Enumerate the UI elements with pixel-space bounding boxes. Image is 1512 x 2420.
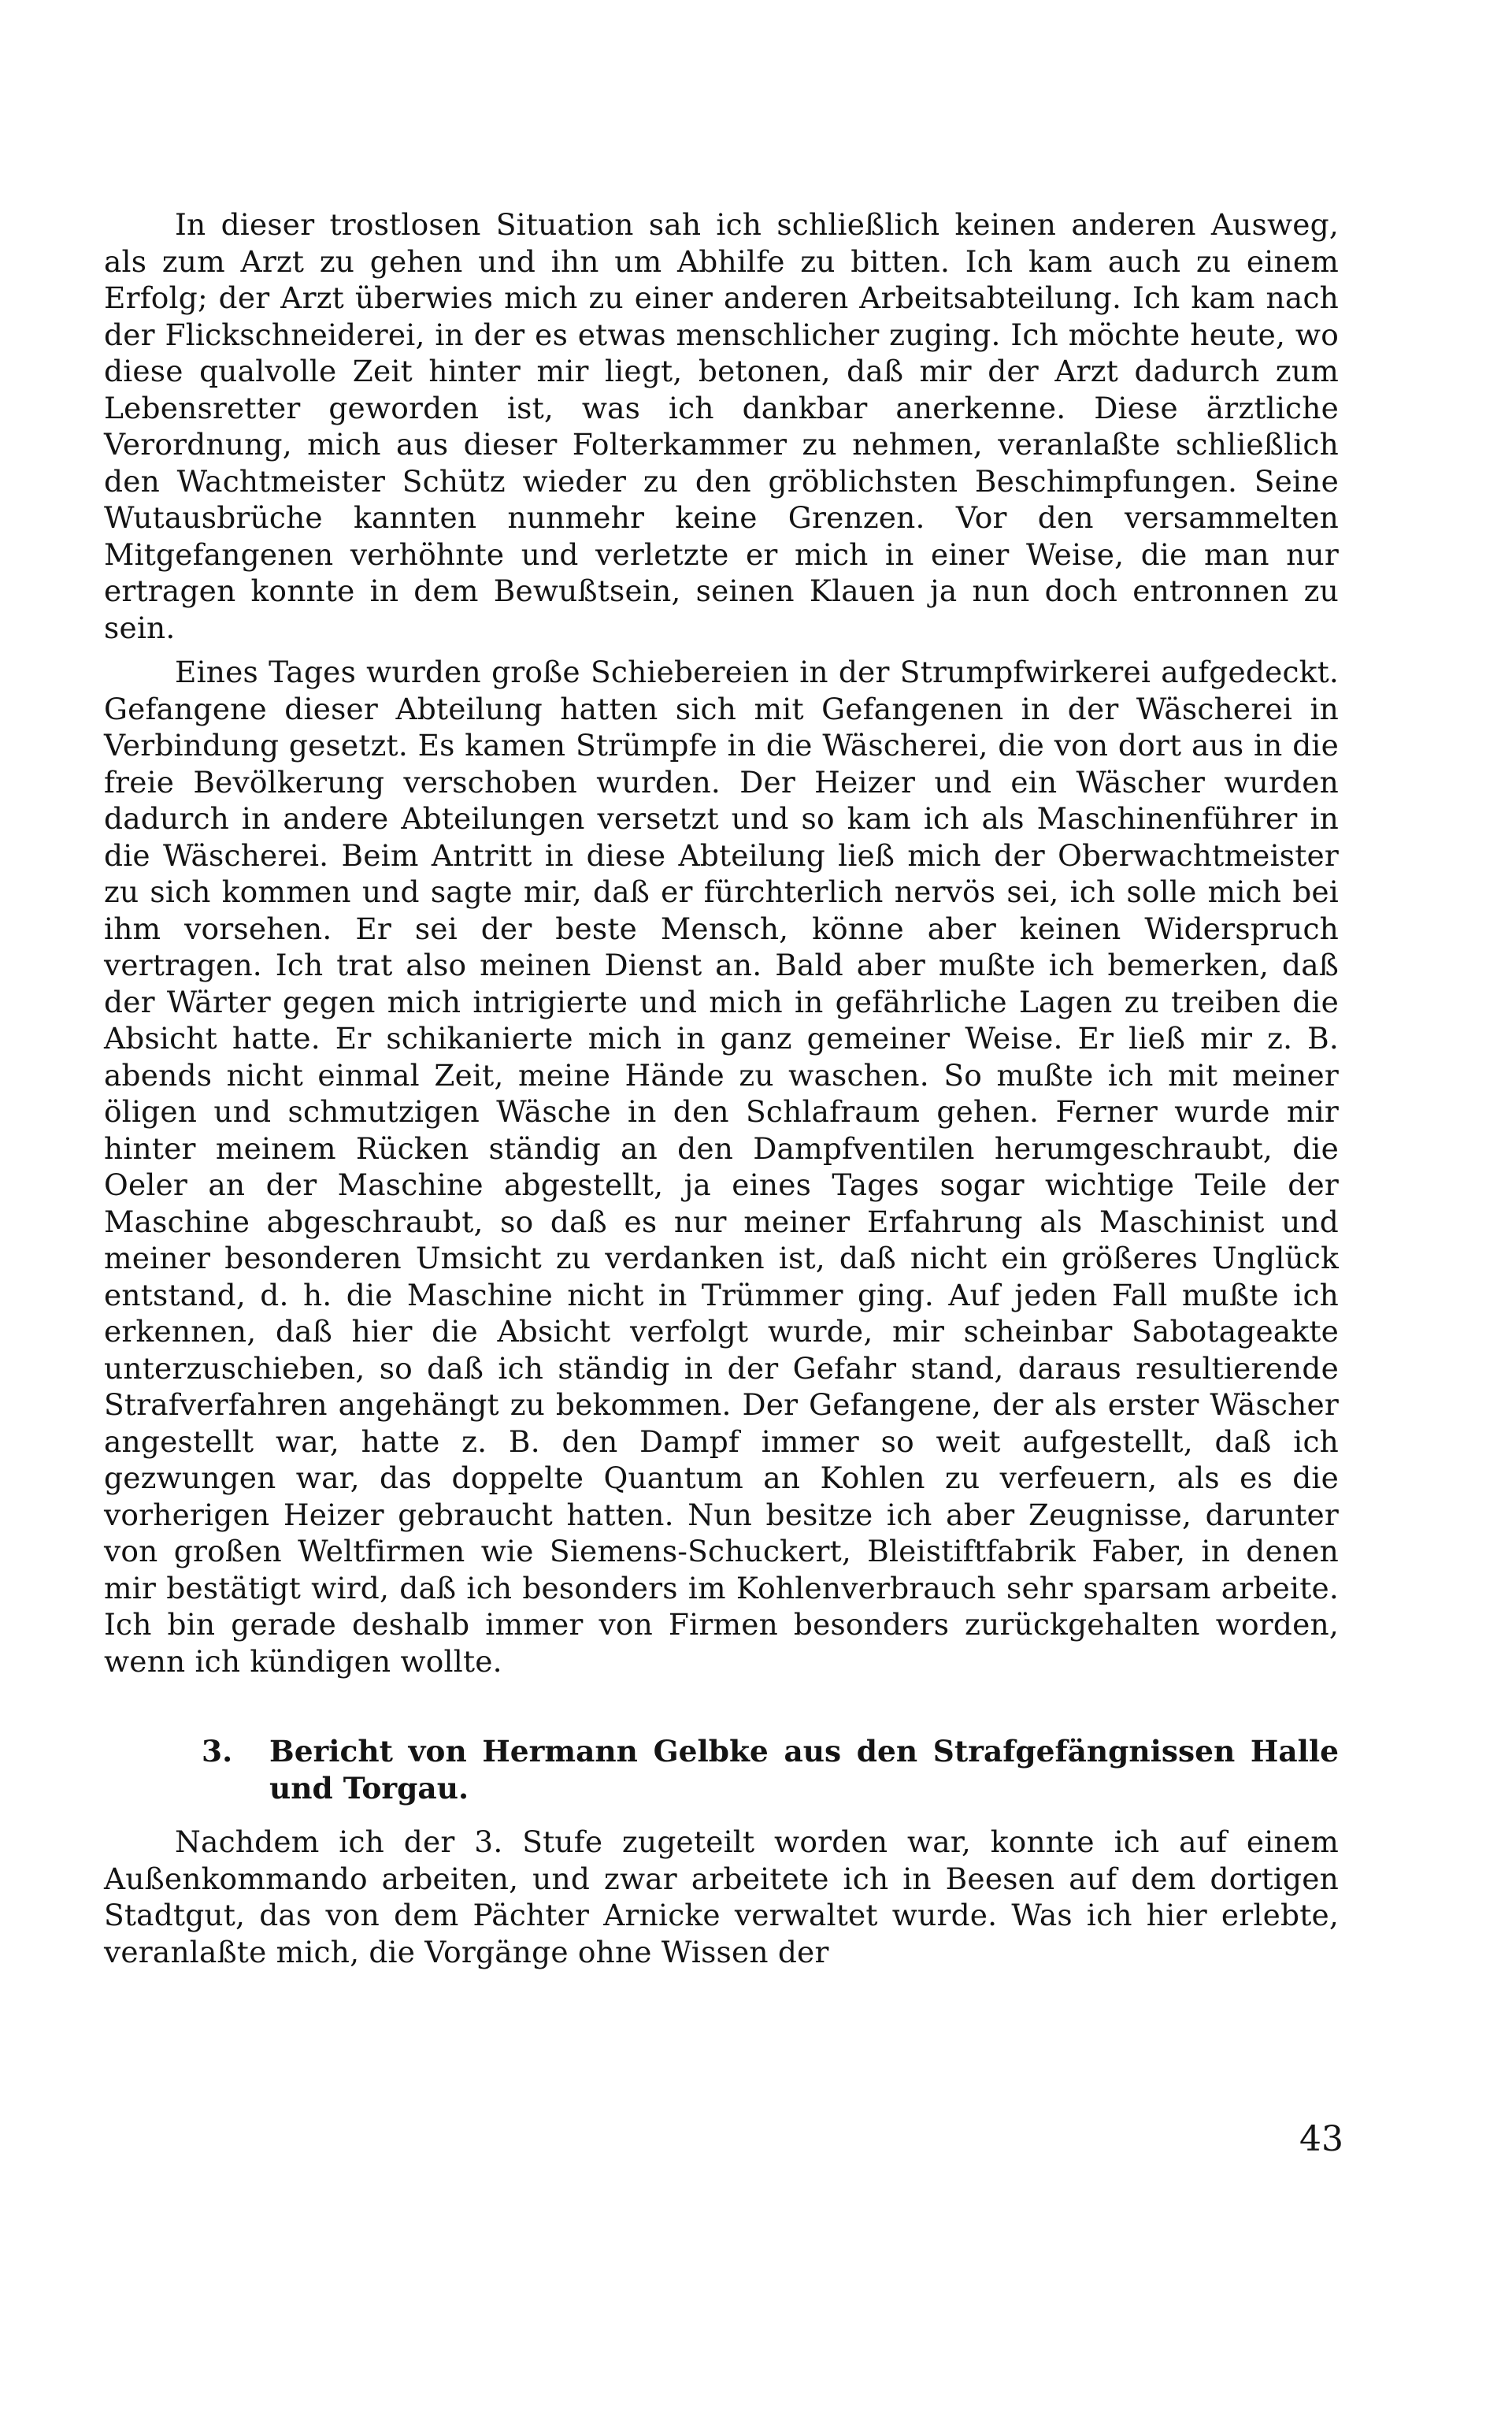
body-paragraph-2: Eines Tages wurden große Schiebereien in der Strumpfwirkerei aufgedeckt. Gefangene dieser Abteilung hatten sich mit Gefangenen in der Wäscherei in Verbindung gesetzt. Es kamen Strümpfe in die Wäscherei, die von dort aus in die freie Bevölkerung verschoben wurden. Der Heizer und ein Wäscher wurden dadurch in andere Abteilungen versetzt und so kam ich als Maschinenführer in die Wäscherei. Beim Antritt in diese Abteilung ließ mich der Oberwachtmeister zu sich kommen und sagte mir, daß er fürchterlich nervös sei, ich solle mich bei ihm vorsehen. Er sei der beste Mensch, könne aber keinen Widerspruch vertragen. Ich trat also meinen Dienst an. Bald aber mußte ich bemerken, daß der Wärter gegen mich intrigierte und mich in gefährliche Lagen zu treiben die Absicht hatte. Er schikanierte mich in ganz gemeiner Weise. Er ließ mir z. B. abends nicht einmal Zeit, meine Hände zu waschen. So mußte ich mit meiner öligen und schmutzigen Wäsche in den Schlafraum gehen. Ferner wurde mir hinter meinem Rücken ständig an den Dampfventilen herumgeschraubt, die Oeler an der Maschine abgestellt, ja eines Tages sogar wichtige Teile der Maschine abgeschraubt, so daß es nur meiner Erfahrung als Maschinist und meiner besonderen Umsicht zu verdanken ist, daß nicht ein größeres Unglück entstand, d. h. die Maschine nicht in Trümmer ging. Auf jeden Fall mußte ich erkennen, daß hier die Absicht verfolgt wurde, mir scheinbar Sabotageakte unterzuschieben, so daß ich ständig in der Gefahr stand, daraus resultierende Strafverfahren angehängt zu bekommen. Der Gefangene, der als erster Wäscher angestellt war, hatte z. B. den Dampf immer so weit aufgestellt, daß ich gezwungen war, das doppelte Quantum an Kohlen zu verfeuern, als es die vorherigen Heizer gebraucht hatten. Nun besitze ich aber Zeugnisse, darunter von großen Weltfirmen wie Siemens-Schuckert, Bleistiftfabrik Faber, in denen mir bestätigt wird, daß ich besonders im Kohlenverbrauch sehr sparsam arbeite. Ich bin gerade deshalb immer von Firmen besonders zurückgehalten worden, wenn ich kündigen wollte. [104,655,1339,1679]
section-title: Bericht von Hermann Gelbke aus den Strafgefängnissen Halle und Torgau. [269,1734,1339,1806]
section-heading [104,1733,1339,1806]
page-body [104,206,1339,1970]
page-number: 43 [1299,2119,1343,2159]
section-number: 3. [202,1734,233,1769]
section-paragraph-1: Nachdem ich der 3. Stufe zugeteilt worden war, konnte ich auf einem Außenkommando arbeiten, und zwar arbeitete ich in Beesen auf dem dortigen Stadtgut, das von dem Pächter Arnicke verwaltet wurde. Was ich hier erlebte, veranlaßte mich, die Vorgänge ohne Wissen der [104,1824,1339,1969]
body-paragraph-1: In dieser trostlosen Situation sah ich schließlich keinen anderen Ausweg, als zum Arzt zu gehen und ihn um Abhilfe zu bitten. Ich kam auch zu einem Erfolg; der Arzt überwies mich zu einer anderen Arbeitsabteilung. Ich kam nach der Flickschneiderei, in der es etwas menschlicher zuging. Ich möchte heute, wo diese qualvolle Zeit hinter mir liegt, betonen, daß mir der Arzt dadurch zum Lebensretter geworden ist, was ich dankbar anerkenne. Diese ärztliche Verordnung, mich aus dieser Folterkammer zu nehmen, veranlaßte schließlich den Wachtmeister Schütz wieder zu den gröblichsten Beschimpfungen. Seine Wutausbrüche kannten nunmehr keine Grenzen. Vor den versammelten Mitgefangenen verhöhnte und verletzte er mich in einer Weise, die man nur ertragen konnte in dem Bewußtsein, seinen Klauen ja nun doch entronnen zu sein. [104,207,1339,645]
